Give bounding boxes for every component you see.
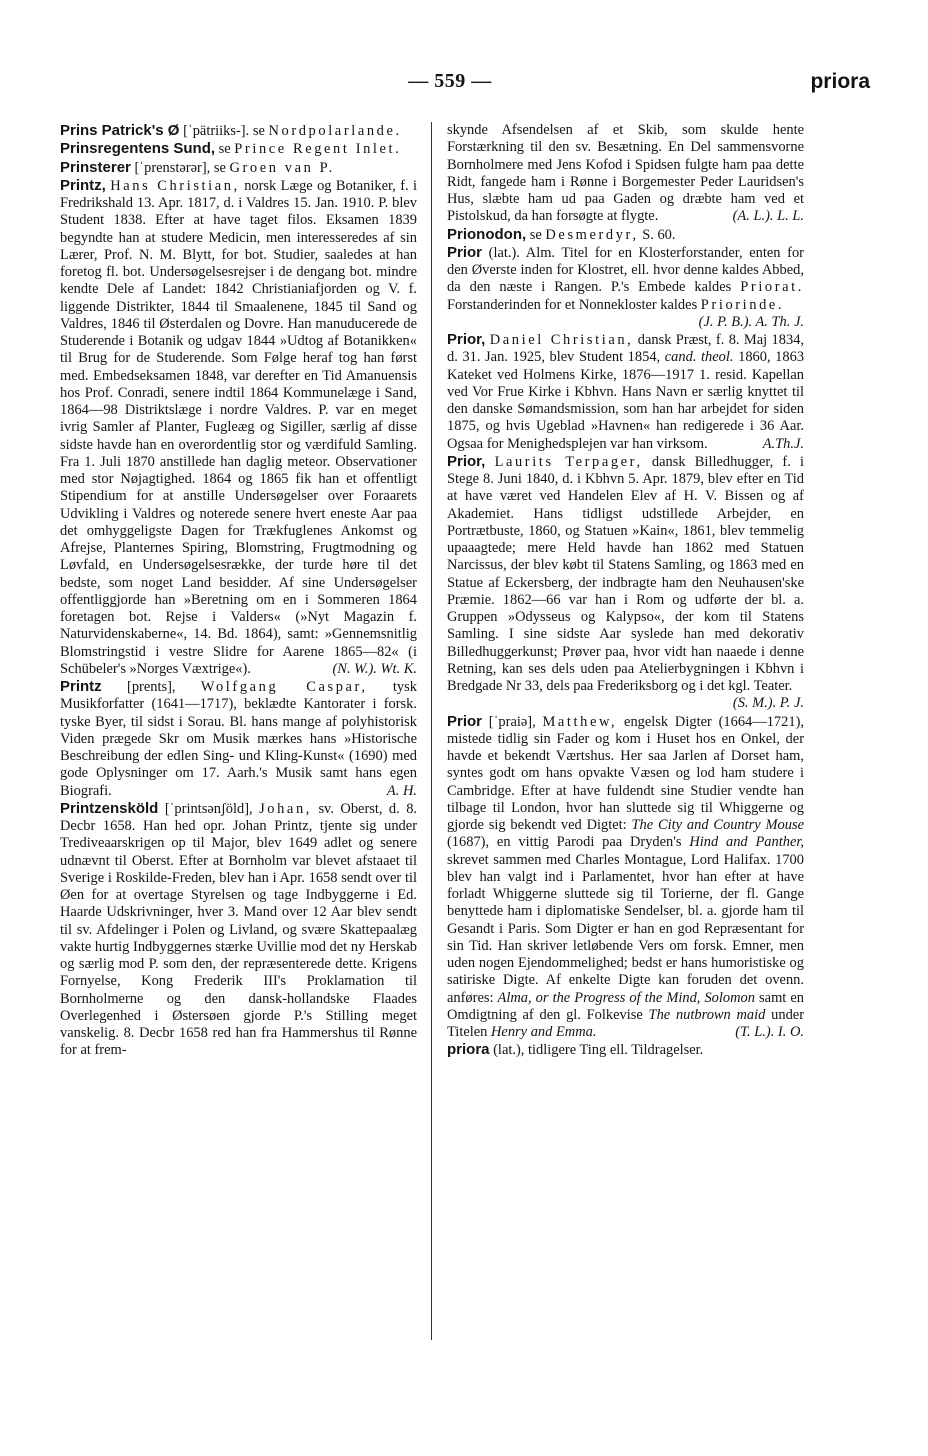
headword: Prinsterer [60, 158, 131, 176]
headword: Prins Patrick's Ø [60, 122, 180, 139]
headword: Prior, [447, 331, 486, 348]
pronunciation: [ˈprintsənʃöld], [164, 800, 253, 817]
entry-prior-daniel-christian [447, 331, 804, 453]
entry-body: skrevet sammen med Charles Montague, Lord Halifax. 1700 blev han valgt ind i Parlamentet, hvor han efter at have forladt Whiggerne sluttede sig til Torierne, der fl. Gange benyttede ham i diplomatiske Sendelser, bl. a. gjorde ham til Gesandt i Paris. Som Digter er han en god Repræsentant for sin Tid. Han skriver letløbende Vers om forsk. Emner, men uden nogen Ejendommelighed; bedst er hans humoristiske og satiriske Digte. Af enkelte Digte kan foruden det ovenn. anføres: [447, 851, 804, 1006]
cross-reference: Desmerdyr, [545, 226, 639, 243]
entry-prior-laurits-terpager [447, 453, 804, 713]
headword: Prionodon, [447, 225, 527, 243]
page-reference: S. 60. [642, 226, 676, 243]
author-signature: (T. L.). I. O. [735, 1024, 804, 1040]
headword: Prior, [447, 452, 486, 470]
person-name: Laurits Terpager, [494, 453, 643, 470]
work-title: Alma, or the Progress of the Mind, Solomon [497, 989, 755, 1006]
left-column [60, 122, 417, 1060]
entry-printzenskold [60, 800, 417, 1060]
entry-prins-patricks-o [60, 122, 417, 140]
entry-prior [447, 244, 804, 331]
person-name: Johan, [259, 800, 312, 817]
entry-body: sv. Oberst, d. 8. Decbr 1658. Han hed opr. Johan Printz, tjente sig under Trediveaarskrigen op til Major, blev 1649 adlet og senere udnævnt til Oberst. Efter at Bornholm var blevet afstaaet til Sverige i Roskilde-Freden, blev han i Apr. 1658 sendt over til Øen for at overtage Styrelsen og tage Indbyggerne i Ed. Haarde Udskrivninger, hver 3. Mand over 12 Aar blev sendt til sv. Afdelinger i Polen og Livland, og svære Skattepaalæg vakte hurtig Indbyggernes stærke Uvillie mod det ny Herskab og særlig mod P. som den, der repræsenterede dette. Krigens Fornyelse, Kong Frederik III's Proklamation til Bornholmerne og den dansk-hollandske Flaades Overlegenhed i Østersøen gjorde P.'s Stilling meget vanskelig. 8. Decbr 1658 red han fra Hammershus til Rønne for at frem- [60, 800, 418, 1059]
entry-priora [447, 1041, 804, 1059]
entry-body: (1687), en vittig Parodi paa Dryden's [447, 834, 682, 851]
entry-prinsregentens-sund [60, 140, 417, 158]
work-title: The nutbrown maid [648, 1006, 766, 1023]
headword: Prinsregentens Sund, [60, 140, 216, 158]
headword: Prior [447, 243, 483, 261]
entry-body: Forstanderinden for et Nonnekloster kaldes [447, 296, 698, 313]
entry-body: norsk Læge og Botaniker, f. i Fredrikshald 13. Apr. 1817, d. i Valdres 15. Jan. 1910. P. blev Student 1838. Efter at have taget filos. Eksamen 1839 begyndte han at studere Medicin, men interesseredes af sin Lærer, Prof. N. M. Blytt, for bot. Studier, saaledes at han foretog fl. bot. Undersøgelsesrejser i de dengang bot. mindre kendte Dele af Landet: 1842 Christianiafjorden og V. f. liggende Distrikter, 1844 til Smaalenene, 1845 til Sand og Valdres, 1846 til Østerdalen og Dovre. Han manuducerede de Studerende i Botanik og udgav 1844 »Udtog af Botanikken« til Brug for de Studerende. Som Følge heraf tog han først med. Embedseksamen 1848, var derefter en Tid Amanuensis hos Prof. Conradi, senere indtil 1864 Kommunelæge i Sand, 1864—98 Distriktslæge i nordre Valdres. P. var en meget ivrig Samler af Planter, Fugleæg og Sigiller, særlig af disse sidste havde han en overordentlig stor og værdifuld Samling. Fra 1. Juli 1870 anstillede han daglig meteor. Observationer med stor Nøjagtighed. 1864 og 1865 fik han et offentligt Stipendium for at anstille Undersøgelser over Foraarets Udvikling i Valdres og noterede senere hvert eneste Aar paa det omhyggeligste Dagen for Trækfuglenes Ankomst og Afrejse, Planternes Spiring, Blomstring, Frugtmodning og Løvfald, en Undersøgelsesrække, der turde høre til det bedste, som noget Land besidder. Af sine Undersøgelser offentliggjorde han »Beretning om en i Sommeren 1864 foretagen bot. Rejse i Valders« (»Nyt Magazin f. Naturvidenskaberne«, 14. Bd. 1864), samt: »Gennemsnitlig Blomstringstid i vestre Slidre for Aarene 1865—82« (i Schübeler's »Norges Væxtrige«). [60, 177, 418, 677]
degree-italic: cand. theol. [664, 349, 734, 366]
entry-printz-wolfgang-caspar [60, 678, 417, 800]
entry-prior-matthew [447, 713, 804, 1042]
right-column [447, 122, 804, 1060]
pronunciation: [ˈpraiə], [488, 713, 536, 730]
see-label: se [218, 141, 231, 158]
person-name: Matthew, [542, 713, 618, 730]
headword: priora [447, 1041, 490, 1059]
entry-prionodon [447, 226, 804, 244]
cross-reference: Groen van P. [229, 159, 335, 176]
entry-body: (lat.), tidligere Ting ell. Tildragelser. [493, 1042, 704, 1059]
pronunciation: [prents], [127, 679, 176, 695]
author-signature: A.Th.J. [762, 435, 804, 452]
pronunciation: [ˈpätriiks-]. se [183, 123, 265, 139]
pronunciation: [ˈprenstərər], se [134, 159, 226, 176]
headword: Printz, [60, 176, 106, 194]
author-signature: A. H. [386, 782, 417, 799]
author-signature: (N. W.). Wt. K. [332, 660, 417, 677]
column-divider [431, 122, 432, 1340]
entry-body: dansk Præst, f. 8. Maj 1834, d. 31. Jan. 1925, blev Student 1854, [447, 332, 805, 366]
entry-body: under Titelen [447, 1006, 805, 1040]
author-signature: (J. P. B.). A. Th. J. [698, 313, 804, 330]
person-name: Daniel Christian, [489, 332, 634, 348]
entry-body: 1860, 1863 Kateket ved Holmens Kirke, 1876—1917 1. resid. Kapellan ved Vor Frue Kirke i Kbhvn. Hans Navn er særlig knyttet til den danske Sømandsmission, som han har arbejdet for siden 1875, og hvis Ugeblad »Havnen« han redigerede i 36 Aar. Ogsaa for Menighedsplejen var han virksom. [447, 349, 805, 452]
headword: Printz [60, 678, 102, 695]
entry-body: tysk Musikforfatter (1641—1717), beklædte Kantorater i forsk. tyske Byer, til sidst i Sorau. Bl. hans mange af polyhistorisk Viden prægede Skr om Musik mærkes hans »Historische Beschreibung der edlen Sing- und Kling-Kunst« (1690) med gode Oplysninger om 17. Aarh.'s Musik samt hans egen Biografi. [60, 679, 417, 799]
person-name: Hans Christian, [110, 177, 240, 194]
term-priorat: Priorat. [740, 279, 804, 296]
cross-reference: Prince Regent Inlet. [234, 141, 402, 158]
entry-body: skynde Afsendelsen af et Skib, som skulde hente Forstærkning til den sv. Besætning. En Del sammensvorne Bornholmere med Jens Kofod i Spidsen fulgte ham paa dette Ridt, fangede ham i Rønne i Borgemester Peder Lauridsen's Hus, slæbte ham ud paa Gaden og dræbte ham ved et Pistolskud, da han forsøgte at flygte. [447, 122, 804, 225]
person-name: Wolfgang Caspar, [200, 679, 368, 695]
headword: Prior [447, 712, 483, 730]
term-priorinde: Priorinde. [700, 296, 785, 313]
entry-body: (lat.). Alm. Titel for en Klosterforstander, enten for den Øverste inden for Klostret, ell. hvor denne kaldes Abbed, da den næste i Rangen. P.'s Embede kaldes [447, 244, 804, 296]
see-label: se [529, 226, 542, 243]
entry-body: engelsk Digter (1664—1721), mistede tidlig sin Fader og kom i Huset hos en Onkel, der havde et bekendt Værtshus. Her saa Jarlen af Dorset ham, syntes godt om hans opvakte Væsen og lod ham studere i Cambridge. Efter at have fuldendt sine Studier vendte han tilbage til London, hvor han sluttede sig til Whiggerne og gjorde sig bekendt ved Digtet: [447, 713, 805, 833]
author-signature: (S. M.). P. J. [732, 695, 804, 712]
cross-reference: Nordpolarlande. [268, 123, 402, 139]
page-header [60, 70, 870, 110]
entry-body: dansk Billedhugger, f. i Stege 8. Juni 1840, d. i Kbhvn 5. Apr. 1879, blev efter en Tid at have været ved Handelen Elev af H. V. Bissen og af Akademiet. Hans tidligst udstillede Arbejder, en Portrætbuste, 1860, og Statuen »Kain«, 1861, blev temmelig upaaagtede; mere Held havde han 1862 med Statuen Narcissus, der blev købt til Statens Samling, og 1863 med en Statue af Eckersberg, der indbragte ham den Neuhausen'ske Præmie. 1862—66 var han i Rom og udførte der bl. a. Gruppen »Odysseus og Kalypso«, der kom til Statens Samling. I sine sidste Aar syslede han med dekorativ Billedhuggerkunst; Prøver paa, hvor vidt han naaede i denne Retning, kan ses dels uden paa Atelierbygningen i Kbhvn i Bredgade Nr 33, dels paa Frederiksborg og i det kgl. Teater. [447, 453, 805, 694]
entry-printzenskold-continued [447, 122, 804, 226]
running-head-catchword: priora [810, 70, 870, 93]
entry-prinsterer [60, 159, 417, 177]
work-title: The City and Country Mouse [631, 817, 805, 833]
author-signature: (A. L.). L. L. [732, 208, 804, 225]
entry-body: samt en Omdigtning af den gl. Folkevise [447, 989, 804, 1023]
page-number: — 559 — [408, 70, 492, 92]
work-title: Henry and Emma. [491, 1024, 597, 1040]
entry-printz-hans-christian [60, 177, 417, 678]
headword: Printzensköld [60, 799, 159, 817]
work-title: Hind and Panther, [689, 834, 804, 851]
